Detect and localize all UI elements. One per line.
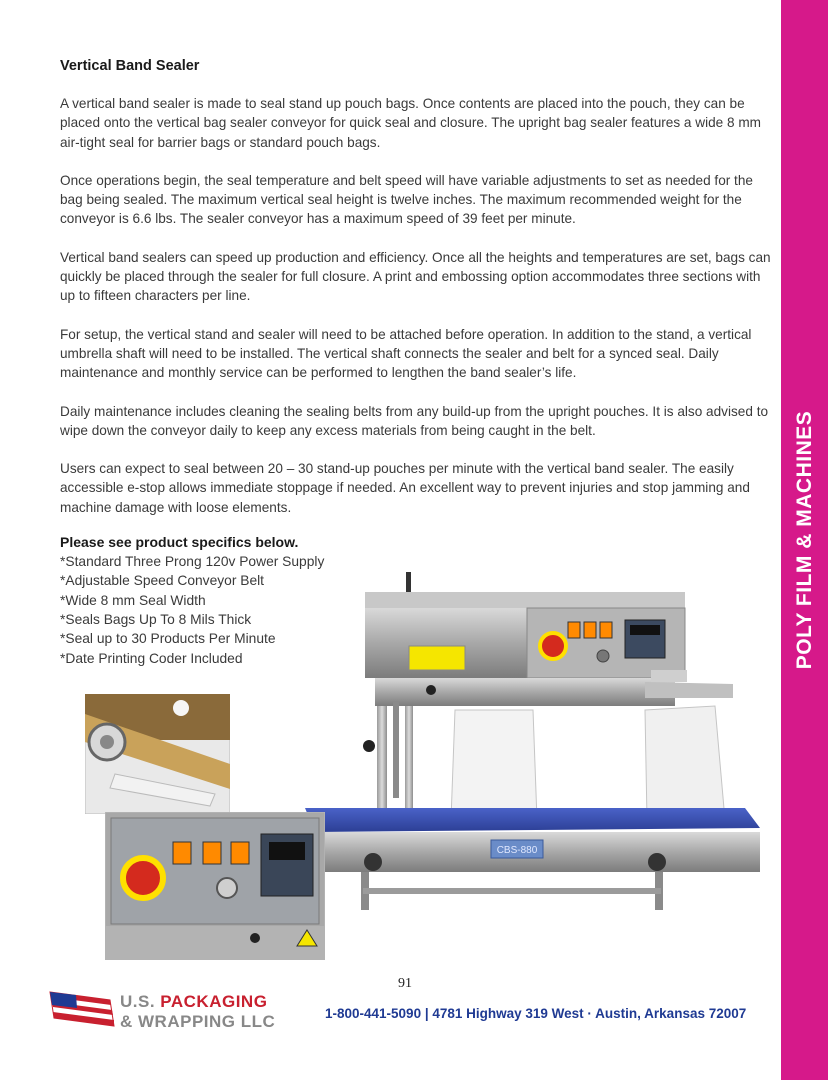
spec-item: *Date Printing Coder Included bbox=[60, 650, 243, 666]
logo-text-us: U.S. bbox=[120, 992, 161, 1011]
belt-closeup-photo bbox=[85, 694, 230, 814]
logo-text-wrapping: & WRAPPING LLC bbox=[120, 1012, 276, 1031]
footer-contact: 1-800-441-5090 | 4781 Highway 319 West · Austin, Arkansas 72007 bbox=[325, 1006, 747, 1021]
paragraph: For setup, the vertical stand and sealer will need to be attached before operation. In addition to the stand, a vertical umbrella shaft will need to be installed. The vertical shaft connects the sealer and belt for a synced seal. Daily maintenance and monthly service can be performed to lengthen the band sealer’s life. bbox=[60, 326, 752, 381]
category-sidebar bbox=[781, 0, 828, 1080]
spec-item: *Wide 8 mm Seal Width bbox=[60, 592, 206, 608]
control-panel-photo bbox=[105, 812, 325, 960]
paragraph: A vertical band sealer is made to seal stand up pouch bags. Once contents are placed into the pouch, they can be placed onto the vertical bag sealer conveyor for quick seal and closure. The upright bag sealer features a wide 8 mm air-tight seal for barrier bags or standard pouch bags. bbox=[60, 96, 761, 150]
category-label: POLY FILM & MACHINES bbox=[792, 410, 816, 670]
specs-heading: Please see product specifics below. bbox=[60, 534, 299, 551]
paragraph: Once operations begin, the seal temperature and belt speed will have variable adjustments to set as needed for the bag being sealed. The maximum vertical seal height is twelve inches. The maximum recommended weight for the conveyor is 6.6 lbs. The sealer conveyor has a maximum speed of 39 feet per minute. bbox=[60, 172, 753, 227]
page-number: 91 bbox=[398, 976, 412, 991]
article-title: Vertical Band Sealer bbox=[60, 58, 200, 74]
flag-logo-icon bbox=[48, 986, 118, 1036]
paragraph: Daily maintenance includes cleaning the sealing belts from any build-up from the upright pouches. It is also advised to wipe down the conveyor daily to keep any excess materials from being caught in the belt. bbox=[60, 403, 769, 438]
paragraph: Vertical band sealers can speed up production and efficiency. Once all the heights and temperatures are set, bags can quickly be placed through the sealer for full closure. A print and embossing option accommodates three sections with up to fifteen characters per line. bbox=[60, 249, 771, 304]
model-badge: CBS-880 bbox=[496, 845, 538, 856]
company-logo bbox=[48, 986, 288, 1036]
spec-item: *Seal up to 30 Products Per Minute bbox=[60, 631, 276, 647]
logo-text-packaging: PACKAGING bbox=[160, 992, 268, 1011]
spec-item: *Seals Bags Up To 8 Mils Thick bbox=[60, 611, 252, 627]
band-sealer-photo bbox=[305, 570, 765, 915]
spec-item: *Standard Three Prong 120v Power Supply bbox=[60, 554, 325, 570]
paragraph: Users can expect to seal between 20 – 30 stand-up pouches per minute with the vertical band sealer. The easily accessible e-stop allows immediate stoppage if needed. An excellent way to prevent injuries and stop jamming and machine damage with loose elements. bbox=[60, 461, 750, 515]
spec-item: *Adjustable Speed Conveyor Belt bbox=[60, 573, 265, 589]
